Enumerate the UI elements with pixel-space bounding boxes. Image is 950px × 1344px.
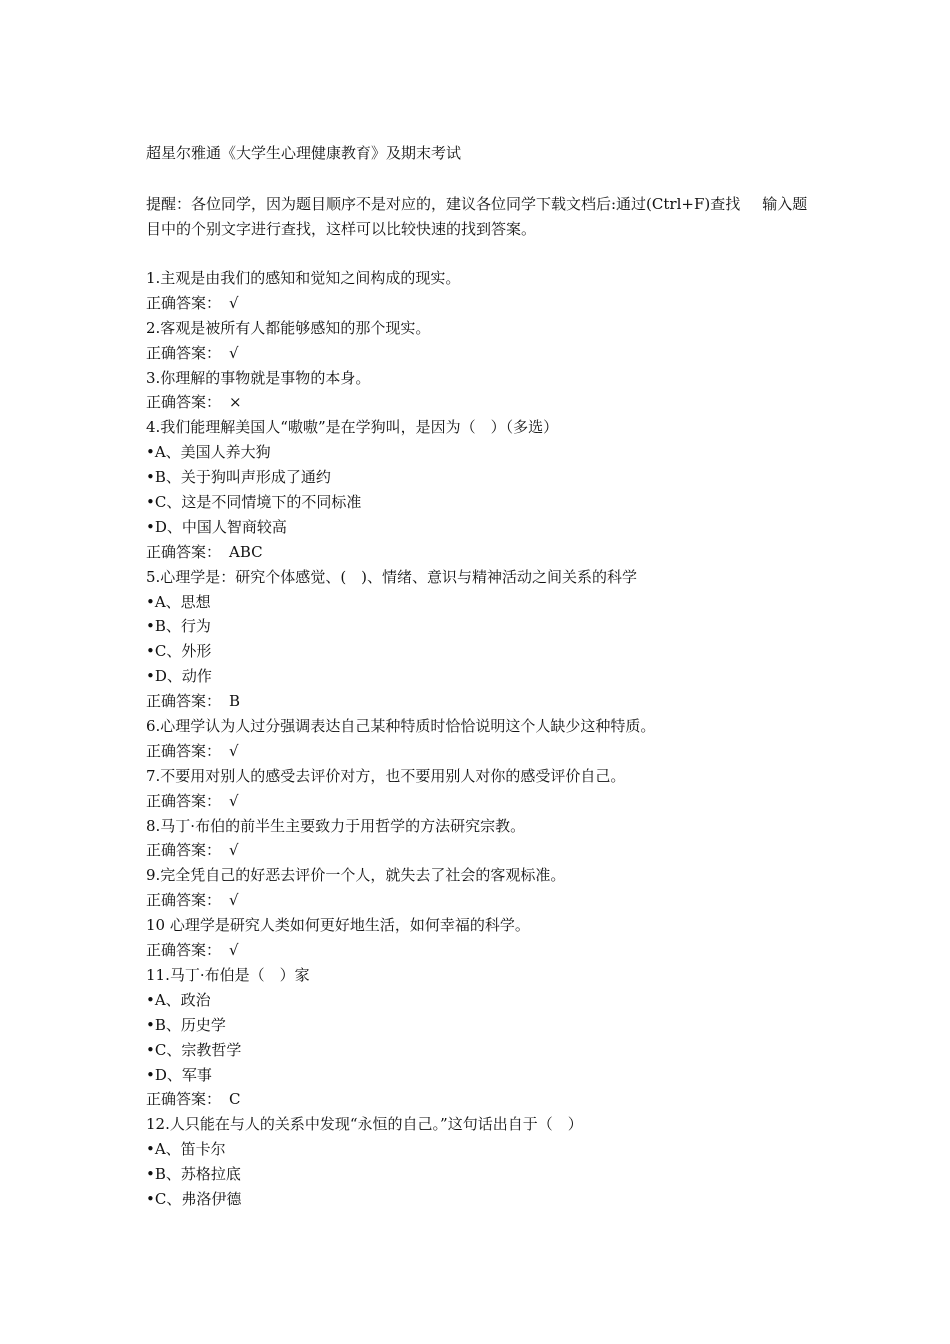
answer-option: •A、美国人养大狗 (146, 443, 271, 462)
correct-answer-value: √ (229, 891, 239, 910)
correct-answer-label: 正确答案： (146, 293, 222, 312)
notice-text-part2: 输入题目中的个别文字进行查找，这样可以比较快速的找到答案。 (146, 195, 808, 238)
answer-option: •B、行为 (146, 617, 211, 636)
answer-option: •D、军事 (146, 1065, 212, 1084)
correct-answer-value: √ (229, 343, 239, 362)
question-text: 10 心理学是研究人类如何更好地生活，如何幸福的科学。 (146, 916, 530, 935)
answer-option: •B、关于狗叫声形成了通约 (146, 468, 331, 487)
question-text: 3.你理解的事物就是事物的本身。 (146, 368, 371, 387)
question-text: 7.不要用对别人的感受去评价对方，也不要用别人对你的感受评价自己。 (146, 766, 626, 785)
correct-answer (146, 938, 816, 963)
question-text: 4.我们能理解美国人“嗷嗷”是在学狗叫，是因为（ ）（多选） (146, 418, 559, 437)
answer-option: •B、苏格拉底 (146, 1165, 241, 1184)
answer-option: •C、弗洛伊德 (146, 1189, 242, 1208)
correct-answer-label: 正确答案： (146, 941, 222, 960)
correct-answer (146, 291, 816, 316)
correct-answer (146, 390, 816, 415)
correct-answer (146, 341, 816, 366)
correct-answer-label: 正确答案： (146, 692, 222, 711)
question-text: 8.马丁·布伯的前半生主要致力于用哲学的方法研究宗教。 (146, 816, 526, 835)
question-text: 6.心理学认为人过分强调表达自己某种特质时恰恰说明这个人缺少这种特质。 (146, 717, 656, 736)
answer-option: •C、这是不同情境下的不同标准 (146, 493, 362, 512)
correct-answer (146, 1087, 816, 1112)
correct-answer-value: C (229, 1090, 241, 1109)
correct-answer (146, 789, 816, 814)
question-text: 2.客观是被所有人都能够感知的那个现实。 (146, 318, 431, 337)
answer-option: •A、笛卡尔 (146, 1140, 226, 1159)
correct-answer-label: 正确答案： (146, 393, 222, 412)
question-list (146, 266, 816, 1212)
correct-answer (146, 838, 816, 863)
correct-answer (146, 689, 816, 714)
correct-answer-value: √ (229, 941, 239, 960)
question-text: 1.主观是由我们的感知和觉知之间构成的现实。 (146, 269, 461, 287)
answer-option: •C、宗教哲学 (146, 1040, 242, 1059)
correct-answer (146, 739, 816, 764)
correct-answer-value: × (229, 393, 242, 412)
answer-option: •B、历史学 (146, 1015, 226, 1034)
correct-answer-label: 正确答案： (146, 891, 222, 910)
answer-option: •A、政治 (146, 990, 211, 1009)
answer-option: •C、外形 (146, 642, 212, 661)
correct-answer-label: 正确答案： (146, 343, 222, 362)
correct-answer-value: √ (229, 741, 239, 760)
answer-option: •D、动作 (146, 667, 212, 686)
answer-option: •D、中国人智商较高 (146, 517, 287, 536)
question-text: 5.心理学是：研究个体感觉、( )、情绪、意识与精神活动之间关系的科学 (146, 567, 638, 586)
document-page (146, 140, 816, 1212)
correct-answer-value: √ (229, 841, 239, 860)
question-text: 9.完全凭自己的好恶去评价一个人，就失去了社会的客观标准。 (146, 866, 566, 885)
correct-answer (146, 540, 816, 565)
correct-answer-label: 正确答案： (146, 1090, 222, 1109)
notice-text-part1: 提醒：各位同学，因为题目顺序不是对应的，建议各位同学下载文档后:通过(Ctrl+F)查找 (146, 195, 741, 213)
correct-answer-value: √ (229, 791, 239, 810)
correct-answer-value: √ (229, 293, 239, 312)
correct-answer (146, 888, 816, 913)
correct-answer-label: 正确答案： (146, 741, 222, 760)
correct-answer-value: B (229, 692, 241, 711)
notice-paragraph (146, 192, 816, 242)
correct-answer-label: 正确答案： (146, 542, 222, 561)
correct-answer-label: 正确答案： (146, 791, 222, 810)
correct-answer-value: ABC (229, 542, 263, 561)
question-text: 11.马丁·布伯是（ ）家 (146, 965, 310, 984)
question-text: 12.人只能在与人的关系中发现“永恒的自己。”这句话出自于（ ） (146, 1115, 583, 1134)
answer-option: •A、思想 (146, 592, 211, 611)
correct-answer-label: 正确答案： (146, 841, 222, 860)
document-title: 超星尔雅通《大学生心理健康教育》及期末考试 (146, 144, 462, 162)
